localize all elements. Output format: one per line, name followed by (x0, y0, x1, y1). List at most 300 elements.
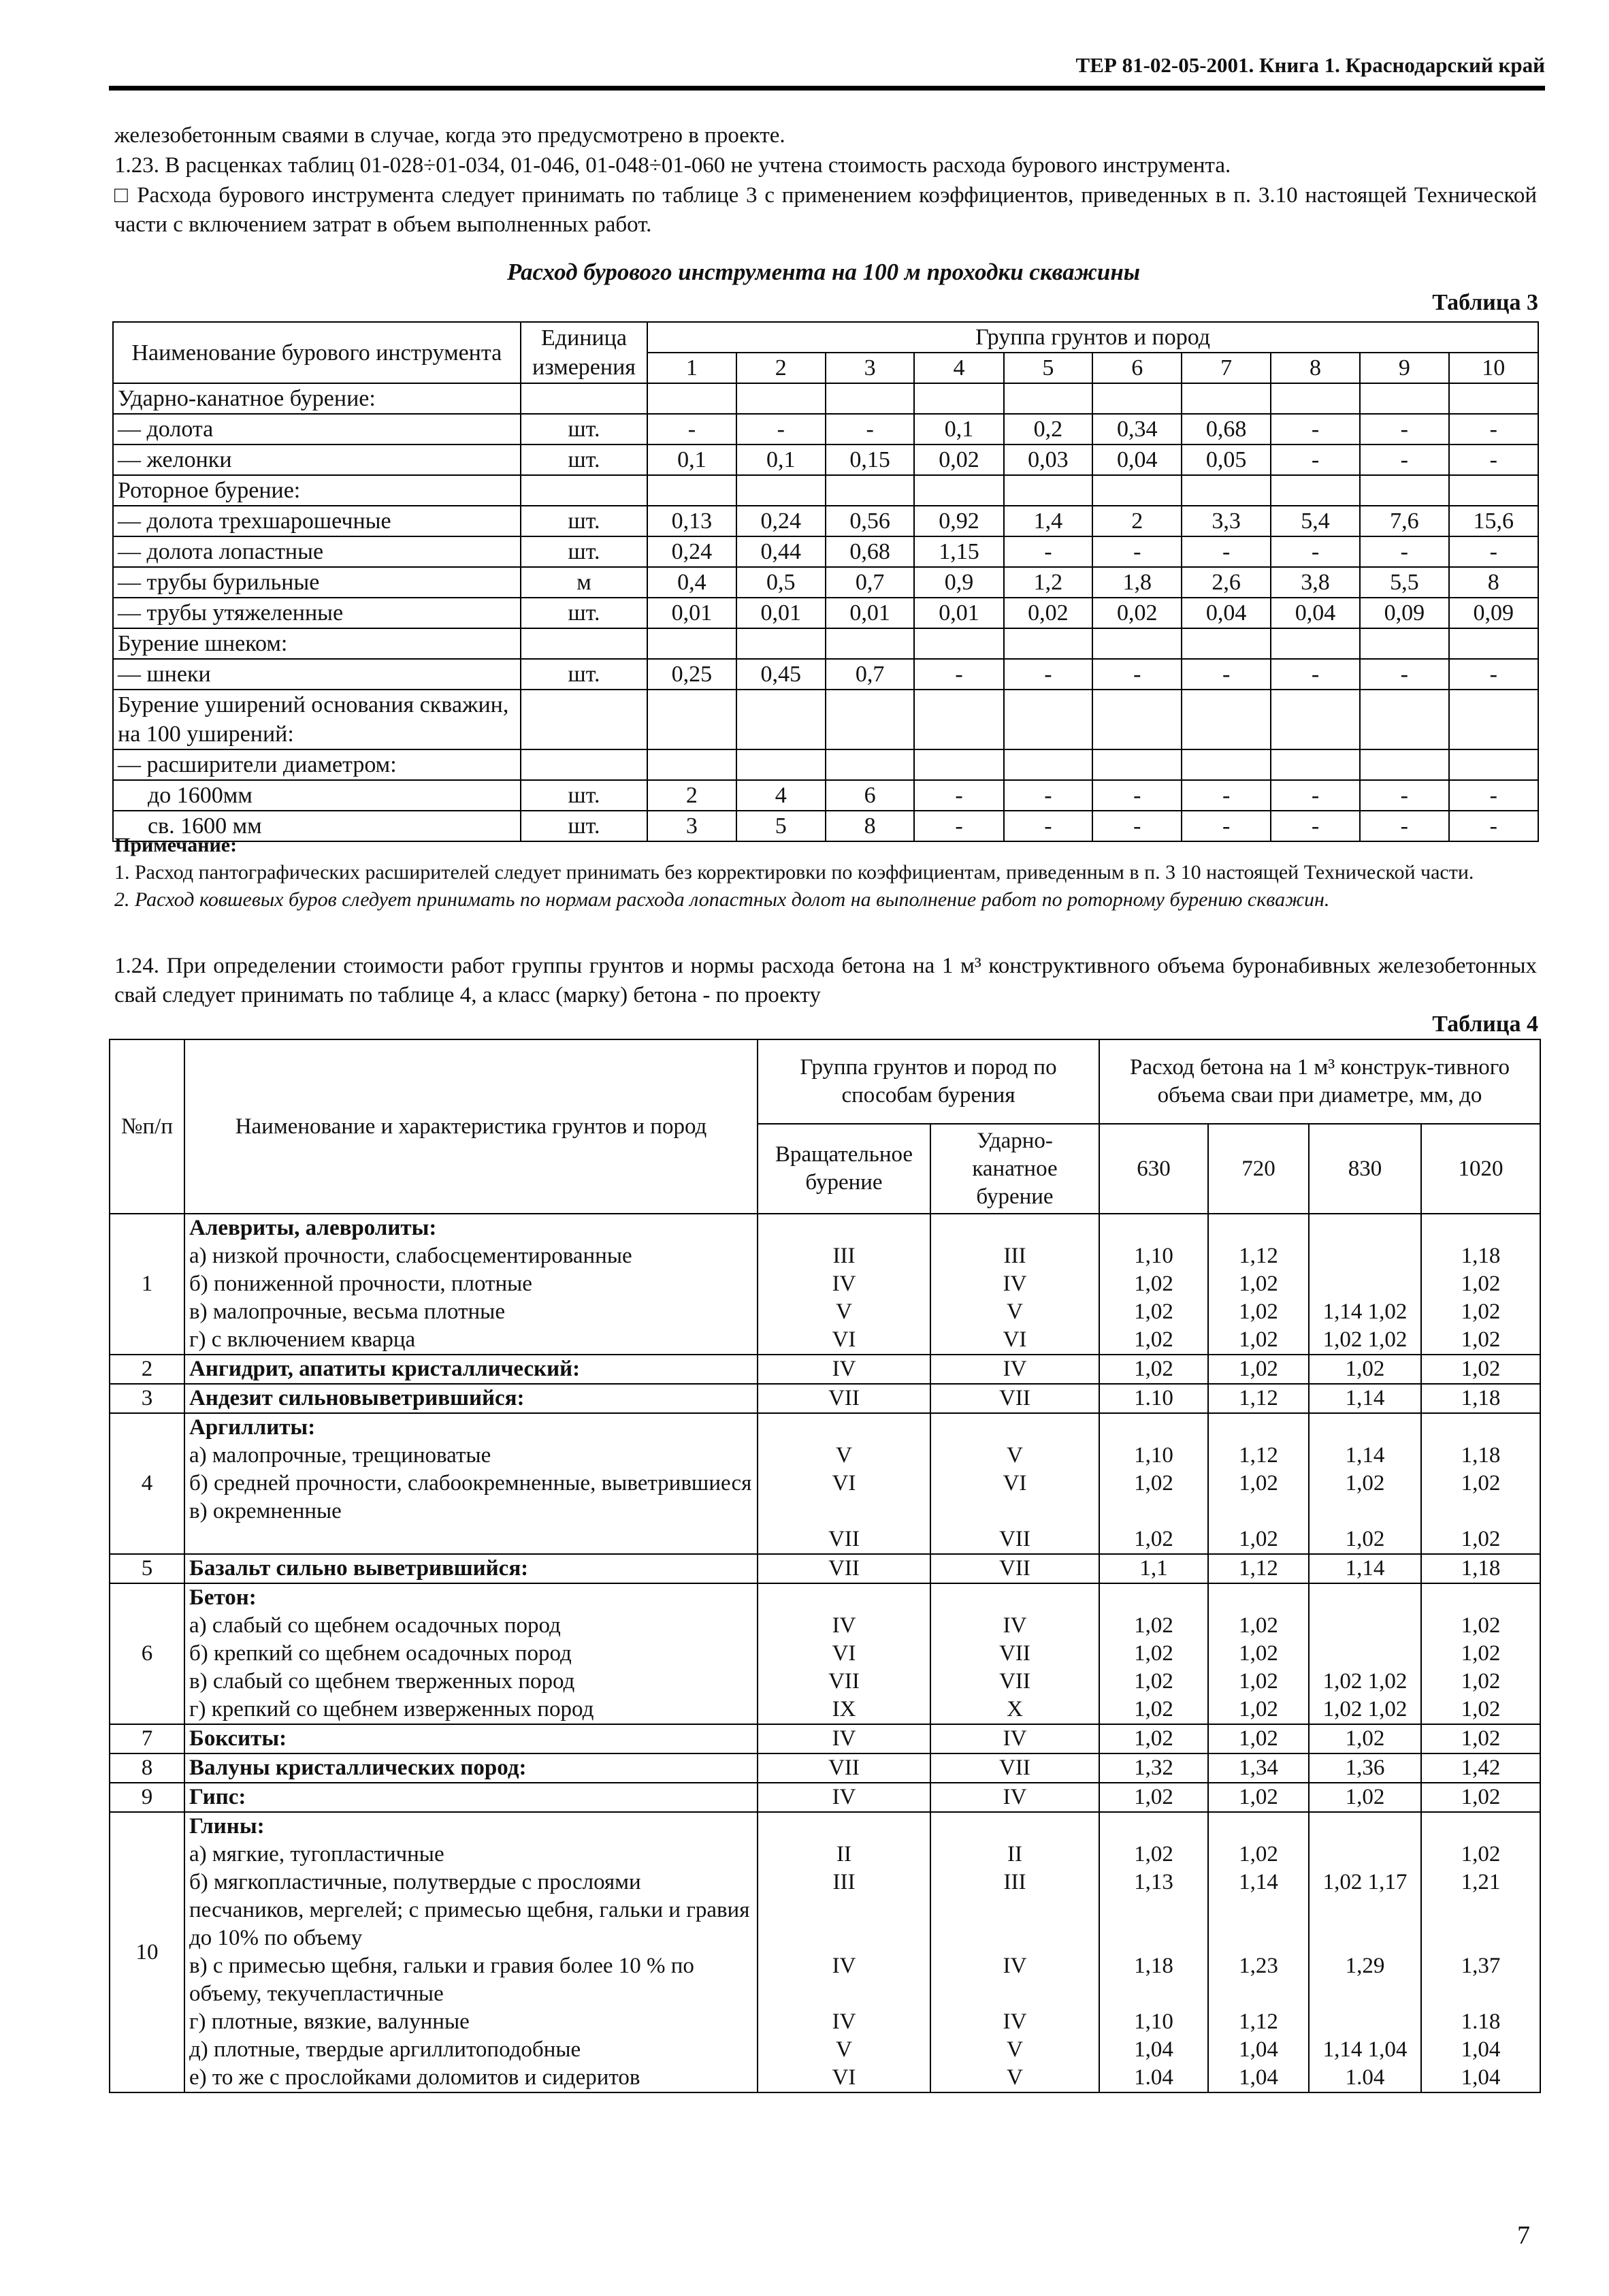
table3-value: 3 (647, 811, 736, 841)
table4-consumption-value: 1,02 (1134, 1272, 1173, 1296)
table4-item: в) с примесью щебня, гальки и гравия более 10 % по объему, текучепластичные (189, 1954, 694, 2006)
spacer (1104, 1214, 1203, 1242)
table4-impact-value: IV (1003, 1785, 1027, 1809)
table4-consumption-value: 1,14 (1345, 1386, 1385, 1410)
table4-consumption-value: 1,14 (1345, 1443, 1385, 1468)
table4-impact-value: VII (999, 1641, 1030, 1666)
table3-value: - (1360, 414, 1448, 444)
table3-value: 1,15 (914, 536, 1003, 567)
table3-value: 4 (736, 780, 826, 811)
table4-consumption-1020 (1421, 1583, 1540, 1724)
table4-rotary-value: II (836, 1842, 851, 1866)
table4-diameter-830: 830 (1309, 1124, 1421, 1214)
table3-value: 0,7 (826, 659, 914, 690)
table3-empty-cell (914, 383, 1003, 414)
table3-empty-cell (1182, 475, 1270, 506)
spacer (935, 1414, 1094, 1442)
table4-impact-value: VII (999, 1756, 1030, 1780)
table4-consumption-value: 1,14 (1345, 1556, 1385, 1581)
table4-impact-value: VII (999, 1386, 1030, 1410)
table3-value: 8 (1449, 567, 1538, 598)
table4-row-number: 6 (110, 1583, 184, 1724)
table4-consumption-value: 1,02 (1239, 1272, 1278, 1296)
table3-value: - (1004, 659, 1092, 690)
spacer (1104, 1813, 1203, 1841)
table-row (110, 1413, 1540, 1554)
table-row (110, 1554, 1540, 1583)
table4-head-name: Наименование и характеристика грунтов и пород (184, 1039, 758, 1214)
table4-consumption-720 (1208, 1554, 1309, 1583)
table4-consumption-630 (1099, 1554, 1208, 1583)
table3-empty-cell (1449, 628, 1538, 659)
spacer (1426, 1813, 1535, 1841)
table3-value: 0,01 (647, 598, 736, 628)
table3-value: - (1360, 659, 1448, 690)
table4-consumption-value: 1,02 (1134, 1842, 1173, 1866)
table3-group-4: 4 (914, 353, 1003, 383)
table3-value: - (1449, 444, 1538, 475)
table4-consumption-value: 1,10 (1134, 2009, 1173, 2034)
table4-consumption-720 (1208, 1355, 1309, 1384)
table4-impact-value: VII (999, 1669, 1030, 1694)
spacer (1104, 1584, 1203, 1612)
table4-consumption-value: 1,02 (1461, 1471, 1501, 1495)
table4-consumption-value: 1,02 (1239, 1357, 1278, 1381)
table4-rotary-group (758, 1554, 930, 1583)
table3-group-6: 6 (1092, 353, 1182, 383)
table-row (110, 1812, 1540, 2092)
table4-consumption-value: 1,02 (1134, 1785, 1173, 1809)
spacer (1213, 1813, 1304, 1841)
table3-tool-name: — шнеки (113, 659, 521, 690)
table3-value: 0,24 (736, 506, 826, 536)
table4-item: а) слабый со щебнем осадочных пород (189, 1613, 561, 1638)
table3-value: 0,25 (647, 659, 736, 690)
table3-value: 3,8 (1271, 567, 1360, 598)
table4-head-no: №п/п (110, 1039, 184, 1214)
table4-consumption-720 (1208, 1724, 1309, 1753)
table4-consumption-value (1314, 1841, 1416, 1869)
table4-consumption-value: 1,02 (1239, 1842, 1278, 1866)
spacer (1104, 1414, 1203, 1442)
table4-item: а) мягкие, тугопластичные (189, 1842, 444, 1866)
table4-consumption-value (1314, 1612, 1416, 1640)
table4-soil-name (184, 1355, 758, 1384)
table-4 (109, 1039, 1541, 2093)
table3-value: - (914, 811, 1003, 841)
table3-tool-name: — долота трехшарошечные (113, 506, 521, 536)
table3-value: 0,01 (736, 598, 826, 628)
table4-item: г) крепкий со щебнем изверженных пород (189, 1697, 594, 1721)
table4-consumption-value: 1,02 1,02 (1322, 1669, 1408, 1694)
table4-consumption-value: 1,32 (1134, 1756, 1173, 1780)
table-row (113, 659, 1538, 690)
table3-value: 8 (826, 811, 914, 841)
table4-impact-value: IV (1003, 1954, 1027, 1978)
table3-empty-cell (1360, 628, 1448, 659)
table4-rotary-group (758, 1355, 930, 1384)
table3-empty-cell (1449, 749, 1538, 780)
table4-impact-group (930, 1783, 1099, 1812)
table4-consumption-value: 1,02 (1461, 1842, 1501, 1866)
table3-section-row (113, 749, 1538, 780)
table4-impact-value: IV (1003, 2009, 1027, 2034)
table4-consumption-value: 1,02 (1239, 1726, 1278, 1751)
table4-consumption-830 (1309, 1355, 1421, 1384)
table4-consumption-value: 1,10 (1134, 1244, 1173, 1268)
table4-consumption-value: 1,02 (1134, 1697, 1173, 1721)
table4-row-number: 1 (110, 1214, 184, 1355)
table4-consumption-value: 1,04 (1239, 2037, 1278, 2062)
table4-consumption-720 (1208, 1812, 1309, 2092)
table4-impact-value: III (1003, 1870, 1026, 1894)
table4-consumption-1020 (1421, 1812, 1540, 2092)
table4-consumption-value: 1,02 (1461, 1785, 1501, 1809)
table4-item: д) плотные, твердые аргиллитоподобные (189, 2037, 581, 2062)
table4-item: е) то же с прослойками доломитов и сидеритов (189, 2065, 640, 2090)
table4-consumption-830 (1309, 1812, 1421, 2092)
table4-rotary-group (758, 1384, 930, 1413)
table3-empty-cell (647, 749, 736, 780)
table3-tool-name: — трубы утяжеленные (113, 598, 521, 628)
table3-section-title: Роторное бурение: (113, 475, 521, 506)
table4-impact-value: VI (1003, 1327, 1027, 1352)
table4-group-title: Андезит сильновыветрившийся: (189, 1386, 525, 1410)
table4-consumption-value: 1,12 (1239, 1443, 1278, 1468)
table3-empty-cell (1004, 383, 1092, 414)
table3-empty-cell (736, 383, 826, 414)
table4-rotary-value: VI (832, 1641, 856, 1666)
table4-consumption-value: 1,02 (1134, 1641, 1173, 1666)
table4-consumption-830 (1309, 1554, 1421, 1583)
table3-group-3: 3 (826, 353, 914, 383)
table4-row-number: 7 (110, 1724, 184, 1753)
table3-value: 0,02 (1004, 598, 1092, 628)
spacer (1426, 1214, 1535, 1242)
table3-section-subtitle: — расширители диаметром: (113, 749, 521, 780)
intro-line-2: 1.23. В расценках таблиц 01-028÷01-034, 01-046, 01-048÷01-060 не учтена стоимость расхода бурового инструмента. (114, 153, 1231, 178)
table-row (110, 1783, 1540, 1812)
table3-value: 0,03 (1004, 444, 1092, 475)
table3-value: - (1271, 780, 1360, 811)
table4-consumption-1020 (1421, 1724, 1540, 1753)
table4-consumption-1020 (1421, 1384, 1540, 1413)
table3-value: - (1360, 536, 1448, 567)
table-row (110, 1355, 1540, 1384)
table3-section-title: Бурение шнеком: (113, 628, 521, 659)
table3-unit: шт. (521, 506, 648, 536)
table3-empty-cell (521, 475, 648, 506)
table3-value: 1,4 (1004, 506, 1092, 536)
table4-rotary-value: IV (832, 1726, 856, 1751)
table3-value: - (1182, 780, 1270, 811)
table3-caption: Расход бурового инструмента на 100 м проходки скважины (506, 259, 1141, 285)
table-row (110, 1214, 1540, 1355)
table-row (110, 1583, 1540, 1724)
table4-impact-group (930, 1753, 1099, 1783)
table4-consumption-value: 1,02 (1134, 1726, 1173, 1751)
spacer (935, 1813, 1094, 1841)
table4-consumption-value: 1,36 (1345, 1756, 1385, 1780)
table3-value: - (914, 780, 1003, 811)
table4-consumption-630 (1099, 1413, 1208, 1554)
table4-impact-group (930, 1554, 1099, 1583)
table3-empty-cell (1271, 383, 1360, 414)
table3-value: - (1004, 780, 1092, 811)
table3-section-title: Ударно-канатное бурение: (113, 383, 521, 414)
table3-empty-cell (647, 690, 736, 749)
table4-item: в) слабый со щебнем тверженных пород (189, 1669, 575, 1694)
table3-value: - (1271, 659, 1360, 690)
table4-consumption-value: 1,02 1,02 (1322, 1697, 1408, 1721)
table3-value: - (1092, 536, 1182, 567)
table3-value: - (1092, 780, 1182, 811)
spacer (1314, 1584, 1416, 1612)
table4-soil-name (184, 1554, 758, 1583)
table4-consumption-value: 1,02 (1461, 1357, 1501, 1381)
table3-empty-cell (1360, 690, 1448, 749)
table3-value: - (1271, 536, 1360, 567)
table4-consumption-value: 1,02 (1134, 1527, 1173, 1551)
table3-value: 6 (826, 780, 914, 811)
table4-diameter-720: 720 (1208, 1124, 1309, 1214)
table3-value: 2 (1092, 506, 1182, 536)
table4-consumption-value (1314, 2008, 1416, 2036)
table4-soil-name (184, 1753, 758, 1783)
table-row (110, 1724, 1540, 1753)
table3-value: - (1360, 444, 1448, 475)
table4-consumption-value: 1,02 (1239, 1527, 1278, 1551)
table4-consumption-value: 1,02 (1461, 1527, 1501, 1551)
table3-empty-cell (1271, 475, 1360, 506)
table4-diameter-1020: 1020 (1421, 1124, 1540, 1214)
table-row (113, 444, 1538, 475)
table4-consumption-value: 1,02 (1345, 1471, 1385, 1495)
page-number: 7 (1517, 2221, 1530, 2250)
spacer (1213, 1414, 1304, 1442)
table4-consumption-value: 1,1 (1139, 1556, 1168, 1581)
table4-consumption-value: 1,02 (1134, 1357, 1173, 1381)
table4-rotary-value: III (832, 1870, 856, 1894)
table4-consumption-value: 1.10 (1134, 1386, 1173, 1410)
table-row (113, 414, 1538, 444)
table3-empty-cell (826, 628, 914, 659)
table4-consumption-720 (1208, 1413, 1309, 1554)
table4-impact-value: V (1007, 2065, 1023, 2090)
table4-rotary-value: VI (832, 1471, 856, 1495)
table4-consumption-value: 1.18 (1461, 2009, 1501, 2034)
table4-group-title: Бокситы: (189, 1726, 287, 1751)
table3-section-row (113, 690, 1538, 749)
table4-diameter-630: 630 (1099, 1124, 1208, 1214)
table4-row-number: 8 (110, 1753, 184, 1783)
table4-rotary-group (758, 1413, 930, 1554)
table3-value: 0,15 (826, 444, 914, 475)
table3-empty-cell (521, 383, 648, 414)
table3-section-row (113, 628, 1538, 659)
table4-consumption-830 (1309, 1214, 1421, 1355)
table4-consumption-value: 1,18 (1461, 1556, 1501, 1581)
table3-empty-cell (736, 475, 826, 506)
table4-consumption-630 (1099, 1753, 1208, 1783)
table4-impact-group (930, 1724, 1099, 1753)
table3-tool-name: до 1600мм (113, 780, 521, 811)
table3-empty-cell (1182, 383, 1270, 414)
table4-label: Таблица 4 (1432, 1012, 1538, 1037)
table4-impact-value: IV (1003, 1357, 1027, 1381)
table4-consumption-value: 1,14 1,04 (1322, 2037, 1408, 2062)
table3-value: 5 (736, 811, 826, 841)
table3-unit: м (521, 567, 648, 598)
table4-consumption-value: 1,02 (1461, 1669, 1501, 1694)
table4-consumption-830 (1309, 1753, 1421, 1783)
table4-consumption-720 (1208, 1783, 1309, 1812)
table3-value: 0,2 (1004, 414, 1092, 444)
table3-value: - (1449, 536, 1538, 567)
spacer (1314, 1214, 1416, 1242)
table4-consumption-value: 1,02 (1239, 1613, 1278, 1638)
table4-consumption-value (1314, 1242, 1416, 1270)
table3-empty-cell (826, 690, 914, 749)
table4-consumption-630 (1099, 1583, 1208, 1724)
table4-rotary-value: IV (832, 1357, 856, 1381)
table3-empty-cell (1182, 749, 1270, 780)
table3-unit: шт. (521, 414, 648, 444)
table4-rotary-value: V (836, 1443, 852, 1468)
table4-consumption-value: 1,23 (1239, 1954, 1278, 1978)
table4-impact-value: III (1003, 1244, 1026, 1268)
table4-rotary-value: IV (832, 1613, 856, 1638)
table3-empty-cell (1092, 690, 1182, 749)
table3-value: - (1449, 659, 1538, 690)
paragraph-1-24: 1.24. При определении стоимости работ группы грунтов и нормы расхода бетона на 1 м³ конструктивного объема буронабивных железобетонных свай следует принимать по таблице 4, а класс (марку) бетона - по проекту (114, 954, 1537, 1007)
table4-head-rotary: Вращательное бурение (758, 1124, 930, 1214)
table3-empty-cell (521, 749, 648, 780)
spacer (762, 1813, 926, 1841)
table4-soil-name (184, 1783, 758, 1812)
table4-consumption-value: 1,02 (1461, 1641, 1501, 1666)
table4-consumption-720 (1208, 1583, 1309, 1724)
table3-value: - (1271, 444, 1360, 475)
spacer (762, 1414, 926, 1442)
table4-consumption-value: 1,02 (1345, 1726, 1385, 1751)
table4-group-title: Глины: (189, 1814, 265, 1839)
table4-consumption-value: 1,04 (1134, 2037, 1173, 2062)
table3-value: 0,1 (647, 444, 736, 475)
table3-tool-name: — трубы бурильные (113, 567, 521, 598)
table4-item: б) мягкопластичные, полутвердые с прослоями песчаников, мергелей; с примесью щебня, гальки и гравия до 10% по объему (189, 1870, 750, 1950)
table4-consumption-value: 1,18 (1134, 1954, 1173, 1978)
table4-rotary-value: IX (832, 1697, 856, 1721)
table3-empty-cell (1092, 383, 1182, 414)
table3-section-row (113, 475, 1538, 506)
table4-rotary-value: IV (832, 1954, 856, 1978)
table-row (110, 1753, 1540, 1783)
table-3 (112, 321, 1539, 842)
table4-rotary-value: V (836, 1299, 852, 1324)
table4-consumption-value: 1,02 1,02 (1322, 1327, 1408, 1352)
table3-group-1: 1 (647, 353, 736, 383)
table3-value: - (1271, 414, 1360, 444)
table4-consumption-720 (1208, 1214, 1309, 1355)
table4-consumption-value: 1,42 (1461, 1756, 1501, 1780)
table4-row-number: 5 (110, 1554, 184, 1583)
table3-value: 0,92 (914, 506, 1003, 536)
table3-value: 1,8 (1092, 567, 1182, 598)
table4-rotary-value: III (832, 1244, 856, 1268)
table3-section-row (113, 383, 1538, 414)
table4-consumption-1020 (1421, 1413, 1540, 1554)
table4-impact-value: VI (1003, 1471, 1027, 1495)
table3-value: 0,45 (736, 659, 826, 690)
table3-tool-name: — долота лопастные (113, 536, 521, 567)
table3-empty-cell (647, 383, 736, 414)
table-row (113, 506, 1538, 536)
table3-empty-cell (1360, 383, 1448, 414)
table3-value: 0,09 (1360, 598, 1448, 628)
table3-value: - (1182, 811, 1270, 841)
table3-unit: шт. (521, 536, 648, 567)
table3-value: - (826, 414, 914, 444)
table4-impact-group (930, 1413, 1099, 1554)
table4-impact-value: V (1007, 1299, 1023, 1324)
table3-value: - (1360, 780, 1448, 811)
table4-consumption-value: 1,02 (1239, 1785, 1278, 1809)
table3-value: - (1182, 659, 1270, 690)
table4-consumption-value: 1,02 (1239, 1641, 1278, 1666)
table4-consumption-value: 1,02 (1461, 1299, 1501, 1324)
table4-impact-value: II (1007, 1842, 1022, 1866)
table4-item: б) крепкий со щебнем осадочных пород (189, 1641, 572, 1666)
table3-group-9: 9 (1360, 353, 1448, 383)
table3-empty-cell (1271, 628, 1360, 659)
table3-value: - (914, 659, 1003, 690)
note-1: 1. Расход пантографических расширителей следует принимать без корректировки по коэффициентам, приведенным в п. 3 10 настоящей Технической части. (114, 861, 1474, 884)
table4-consumption-value: 1,37 (1461, 1954, 1501, 1978)
table3-value: 1,2 (1004, 567, 1092, 598)
table4-consumption-830 (1309, 1583, 1421, 1724)
table3-empty-cell (647, 628, 736, 659)
table4-consumption-value: 1,21 (1461, 1870, 1501, 1894)
table4-soil-name (184, 1384, 758, 1413)
table4-rotary-value: IV (832, 2009, 856, 2034)
table4-consumption-value: 1,02 (1461, 1613, 1501, 1638)
table4-consumption-830 (1309, 1413, 1421, 1554)
table3-value: - (1449, 414, 1538, 444)
table3-value: - (1092, 659, 1182, 690)
table3-value: 0,02 (1092, 598, 1182, 628)
table4-consumption-1020 (1421, 1783, 1540, 1812)
table4-rotary-group (758, 1812, 930, 2092)
table4-rotary-value: VII (828, 1556, 860, 1581)
table3-value: 2 (647, 780, 736, 811)
table3-value: 0,1 (914, 414, 1003, 444)
table4-rotary-group (758, 1214, 930, 1355)
page-header: ТЕР 81-02-05-2001. Книга 1. Краснодарский край (1075, 53, 1545, 77)
table4-impact-value: IV (1003, 1613, 1027, 1638)
table4-row-number: 9 (110, 1783, 184, 1812)
table3-value: 0,04 (1182, 598, 1270, 628)
table3-value: - (1092, 811, 1182, 841)
table4-impact-group (930, 1812, 1099, 2092)
table4-rotary-value: VII (828, 1756, 860, 1780)
table4-consumption-value: 1,29 (1345, 1954, 1385, 1978)
table3-value: 0,44 (736, 536, 826, 567)
table3-value: - (1004, 811, 1092, 841)
table4-impact-group (930, 1355, 1099, 1384)
table4-row-number: 2 (110, 1355, 184, 1384)
table3-value: 0,68 (1182, 414, 1270, 444)
